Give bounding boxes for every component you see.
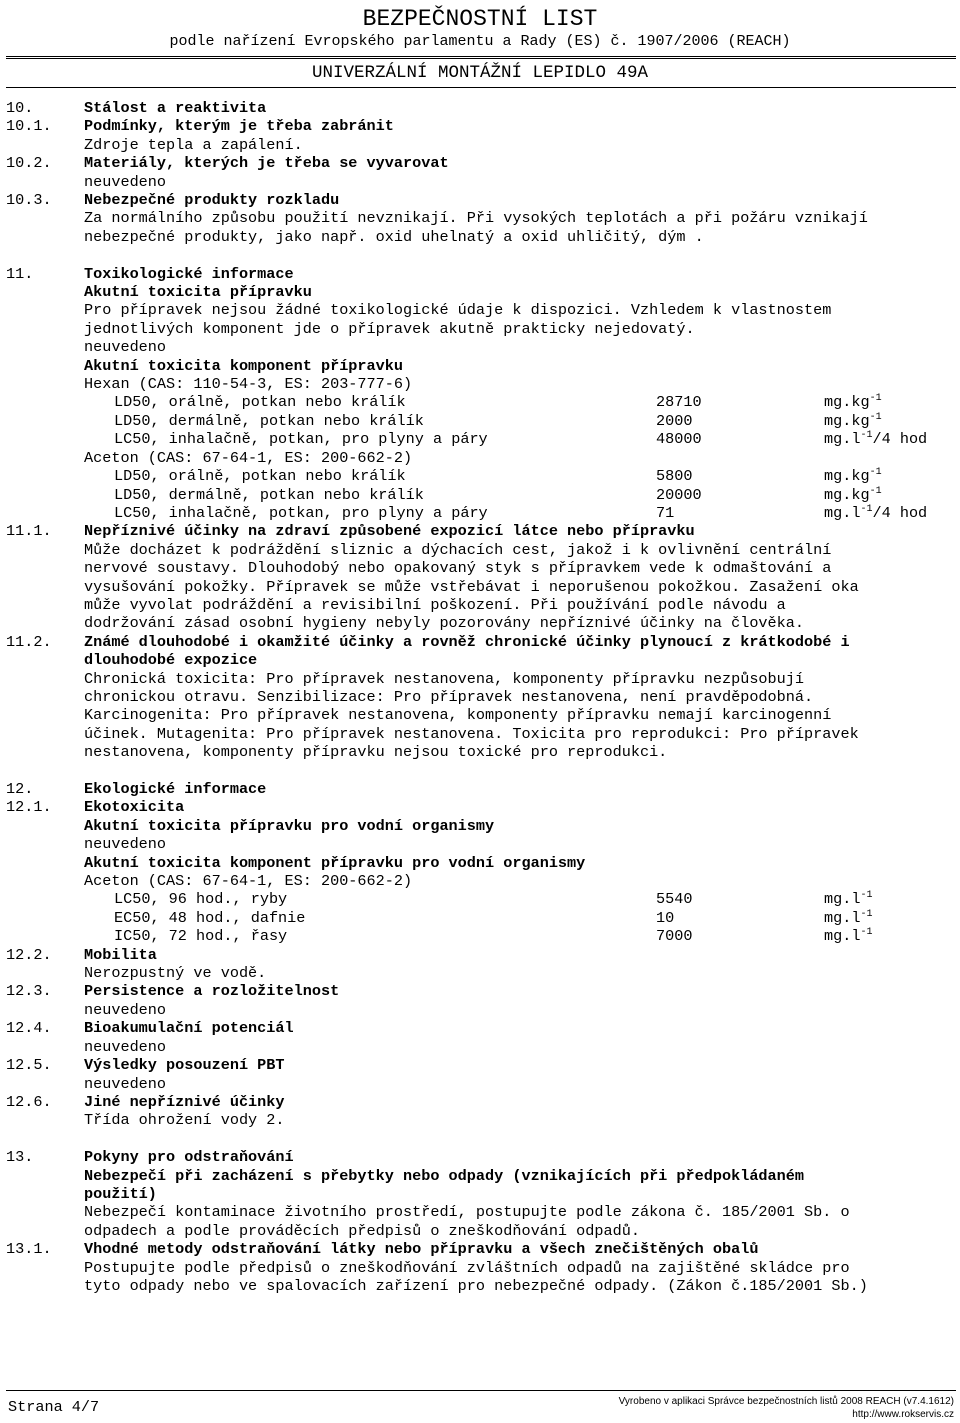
subheading: použití): [84, 1184, 157, 1203]
text-line: neuvedeno: [84, 1074, 167, 1093]
value-unit: $mg.l^{-1}$: [824, 908, 873, 927]
section-heading: [6, 1148, 956, 1166]
value-label: LD50, orálně, potkan nebo králík: [114, 467, 406, 486]
text-line: Nerozpustný ve vodě.: [84, 964, 267, 983]
value-number: 2000: [656, 411, 693, 430]
subsection-heading: [6, 633, 956, 651]
subsection-number: 12.4.: [6, 1019, 52, 1038]
subsection-heading: [6, 1056, 956, 1074]
subsection-number: 11.2.: [6, 632, 52, 651]
text-line: účinek. Mutagenita: Pro přípravek nestanovena. Toxicita pro reprodukci: Pro přípravek: [84, 724, 859, 743]
value-row: [6, 430, 956, 448]
generator-note: [619, 1395, 954, 1421]
document-title: BEZPEČNOSTNÍ LIST: [362, 6, 598, 32]
text-line: neuvedeno: [84, 1000, 167, 1019]
section-title: Toxikologické informace: [84, 264, 294, 283]
value-number: 48000: [656, 430, 702, 449]
text-line: nestanovena, komponenty přípravku nejsou toxické pro reprodukci.: [84, 743, 668, 762]
subheading: Akutní toxicita komponent přípravku: [84, 356, 403, 375]
tox-values-table: [6, 393, 956, 448]
subsection-number: 10.2.: [6, 154, 52, 173]
subsection-heading: [6, 946, 956, 964]
text-line: Postupujte podle předpisů o zneškodňování zvláštních odpadů na zajištěné skládce pro: [84, 1258, 850, 1277]
text-line: neuvedeno: [84, 172, 167, 191]
value-number: 28710: [656, 393, 702, 412]
value-row: [6, 412, 956, 430]
value-unit: $mg.kg^{-1}$: [824, 467, 882, 486]
value-row: [6, 927, 956, 945]
subsection-number: 10.1.: [6, 117, 52, 136]
value-label: IC50, 72 hod., řasy: [114, 927, 288, 946]
subsection-title: Ekotoxicita: [84, 798, 185, 817]
value-label: LD50, orálně, potkan nebo králík: [114, 393, 406, 412]
subsection-heading: [6, 798, 956, 816]
subsection-number: 12.1.: [6, 798, 52, 817]
value-unit: $mg.l^{-1}$: [824, 927, 873, 946]
value-row: [6, 393, 956, 411]
tox-values-table: [6, 467, 956, 522]
subsection-title: Materiály, kterých je třeba se vyvarovat: [84, 154, 449, 173]
value-label: LC50, inhalačně, potkan, pro plyny a páry: [114, 503, 488, 522]
subsection-number: 12.6.: [6, 1092, 52, 1111]
value-number: 5540: [656, 890, 693, 909]
section-number: 10.: [6, 99, 34, 117]
text-line: Může docházet k podráždění sliznic a dýchacích cest, jakož i k ovlivnění centrální: [84, 540, 832, 559]
subsection-number: 12.3.: [6, 982, 52, 1001]
value-number: 20000: [656, 485, 702, 504]
subsection-title: Jiné nepříznivé účinky: [84, 1092, 285, 1111]
section-heading: [6, 99, 956, 117]
subsection-number: 11.1.: [6, 522, 52, 541]
value-unit: $mg.l^{-1}/4$ hod: [824, 503, 928, 522]
text-line: Pro přípravek nejsou žádné toxikologické údaje k dispozici. Vzhledem k vlastnostem: [84, 301, 832, 320]
value-unit: $mg.kg^{-1}$: [824, 411, 882, 430]
product-name: UNIVERZÁLNÍ MONTÁŽNÍ LEPIDLO 49A: [311, 63, 649, 83]
value-row: [6, 909, 956, 927]
value-number: 5800: [656, 467, 693, 486]
component-name: Hexan (CAS: 110-54-3, ES: 203-777-6): [84, 375, 413, 394]
text-line: tyto odpady nebo ve spalovacích zařízení pro nebezpečné odpady. (Zákon č.185/2001 Sb.): [84, 1276, 868, 1295]
section-title: Pokyny pro odstraňování: [84, 1148, 294, 1167]
value-unit: $mg.kg^{-1}$: [824, 393, 882, 412]
section-number: 11.: [6, 264, 34, 283]
subsection-title: Mobilita: [84, 945, 157, 964]
value-label: EC50, 48 hod., dafnie: [114, 908, 306, 927]
value-unit: $mg.kg^{-1}$: [824, 485, 882, 504]
text-line: nervové soustavy. Dlouhodobý nebo opakovaný styk s přípravkem vede k odmaštování a: [84, 559, 832, 578]
subsection-title: Nebezpečné produkty rozkladu: [84, 191, 340, 210]
text-line: Nebezpečí kontaminace životního prostředí, postupujte podle zákona č. 185/2001 Sb. o: [84, 1203, 850, 1222]
value-label: LD50, dermálně, potkan nebo králík: [114, 411, 424, 430]
component-name: Aceton (CAS: 67-64-1, ES: 200-662-2): [84, 448, 413, 467]
header-rule: [6, 58, 956, 59]
subsection-title: Persistence a rozložitelnost: [84, 982, 340, 1001]
component-name: Aceton (CAS: 67-64-1, ES: 200-662-2): [84, 872, 413, 891]
subsection-heading: [6, 982, 956, 1000]
value-number: 7000: [656, 927, 693, 946]
subsection-heading: [6, 522, 956, 540]
text-line: neuvedeno: [84, 835, 167, 854]
subsection-number: 10.3.: [6, 191, 52, 210]
subsection-heading: [6, 1240, 956, 1258]
section-title: Ekologické informace: [84, 780, 267, 798]
text-line: chronickou otravu. Senzibilizace: Pro přípravek nestanovena, není pravděpodobná.: [84, 687, 814, 706]
subsection-heading: [6, 191, 956, 209]
section-number: 13.: [6, 1148, 34, 1167]
value-label: LD50, dermálně, potkan nebo králík: [114, 485, 424, 504]
text-line: Chronická toxicita: Pro přípravek nestanovena, komponenty přípravku nezpůsobují: [84, 669, 805, 688]
subheading: Nebezpečí při zacházení s přebytky nebo odpady (vznikajících při předpokládaném: [84, 1166, 805, 1185]
header-rule: [6, 87, 956, 88]
section-title: Stálost a reaktivita: [84, 99, 267, 117]
generator-text: Vyrobeno v aplikaci Správce bezpečnostních listů 2008 REACH (v7.4.1612): [618, 1396, 954, 1407]
subsection-title: Vhodné metody odstraňování látky nebo přípravku a všech znečištěných obalů: [84, 1240, 759, 1259]
ecotox-values-table: [6, 890, 956, 945]
text-line: Zdroje tepla a zapálení.: [84, 135, 303, 154]
page-number: Strana 4/7: [8, 1398, 100, 1416]
paragraph: [6, 670, 956, 762]
value-row: [6, 504, 956, 522]
subsection-heading: [6, 154, 956, 172]
value-unit: $mg.l^{-1}/4$ hod: [824, 430, 928, 449]
subheading: Akutní toxicita přípravku pro vodní organismy: [84, 816, 495, 835]
text-line: nebezpečné produkty, jako např. oxid uhelnatý a oxid uhličitý, dým .: [84, 227, 704, 246]
value-label: LC50, inhalačně, potkan, pro plyny a páry: [114, 430, 488, 449]
footer-rule: [6, 1390, 956, 1391]
text-line: odpadech a podle prováděcích předpisů o zneškodňování odpadů.: [84, 1221, 640, 1240]
subsection-title: Nepříznivé účinky na zdraví způsobené expozicí látce nebo přípravku: [84, 522, 695, 541]
subsection-number: 12.5.: [6, 1056, 52, 1075]
text-line: neuvedeno: [84, 338, 167, 357]
value-number: 71: [656, 503, 675, 522]
subsection-title: Bioakumulační potenciál: [84, 1019, 294, 1038]
value-row: [6, 486, 956, 504]
text-line: může vyvolat podráždění a revisibilní poškození. Při používání podle návodu a: [84, 595, 786, 614]
text-line: dodržování zásad osobní hygieny nebyly pozorovány nepříznivé účinky na člověka.: [84, 614, 805, 633]
subsection-heading: [6, 117, 956, 135]
subsection-heading-cont: dlouhodobé expozice: [84, 651, 258, 670]
subsection-number: 13.1.: [6, 1240, 52, 1259]
value-unit: $mg.l^{-1}$: [824, 890, 873, 909]
subsection-title: Známé dlouhodobé i okamžité účinky a rovněž chronické účinky plynoucí z krátkodobé i: [84, 632, 850, 651]
text-line: Za normálního způsobu použití nevznikají. Při vysokých teplotách a při požáru vznikají: [84, 209, 868, 228]
text-line: neuvedeno: [84, 1037, 167, 1056]
value-label: LC50, 96 hod., ryby: [114, 890, 288, 909]
header-rule: [6, 56, 956, 57]
value-row: [6, 467, 956, 485]
paragraph: [6, 541, 956, 633]
value-row: [6, 890, 956, 908]
subheading: Akutní toxicita komponent přípravku pro vodní organismy: [84, 853, 586, 872]
subsection-title: Výsledky posouzení PBT: [84, 1056, 285, 1075]
text-line: Karcinogenita: Pro přípravek nestanovena, komponenty přípravku nemají karcinogenní: [84, 706, 832, 725]
subsection-heading: [6, 1019, 956, 1037]
subheading: Akutní toxicita přípravku: [84, 283, 312, 302]
section-number: 12.: [6, 780, 34, 798]
text-line: jednotlivých komponent jde o přípravek akutně prakticky nejedovatý.: [84, 319, 695, 338]
section-heading: [6, 780, 956, 798]
document-body: [6, 99, 956, 1295]
value-number: 10: [656, 908, 675, 927]
text-line: vysušování pokožky. Přípravek se může vstřebávat i neporušenou pokožkou. Zasažení oka: [84, 577, 859, 596]
subsection-number: 12.2.: [6, 945, 52, 964]
generator-url[interactable]: http://www.rokservis.cz: [852, 1409, 954, 1420]
text-line: Třída ohrožení vody 2.: [84, 1111, 285, 1130]
section-heading: [6, 265, 956, 283]
subsection-title: Podmínky, kterým je třeba zabránit: [84, 117, 394, 136]
document-subtitle: podle nařízení Evropského parlamentu a Rady (ES) č. 1907/2006 (REACH): [169, 33, 791, 50]
subsection-heading: [6, 1093, 956, 1111]
